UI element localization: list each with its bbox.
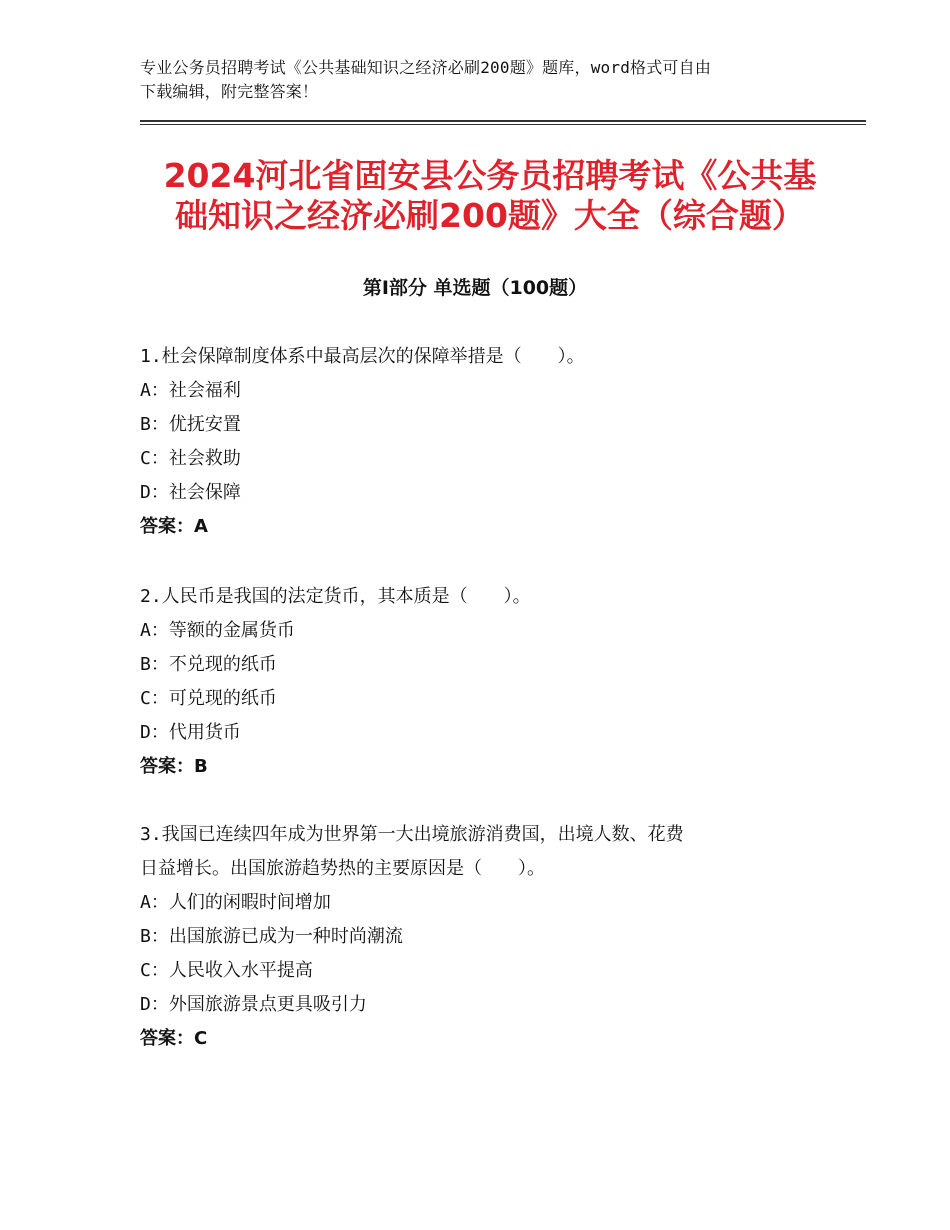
header-note-line-2: 下载编辑，附完整答案！ [140,82,319,101]
header-note [140,56,820,104]
question-stem-line-2: 日益增长。出国旅游趋势热的主要原因是（ ）。 [140,858,545,879]
option-d: D：社会保障 [140,482,241,503]
header-divider-thin [140,124,866,125]
header-divider [140,120,866,126]
header-divider-thick [140,120,866,122]
question-3 [140,818,820,1056]
question-stem: 1.杜会保障制度体系中最高层次的保障举措是（ ）。 [140,346,585,367]
option-c: C：可兑现的纸币 [140,688,277,709]
option-c: C：社会救助 [140,448,241,469]
option-d: D：外国旅游景点更具吸引力 [140,994,367,1015]
answer-label: 答案：B [140,756,208,777]
page-title-line-1: 2024河北省固安县公务员招聘考试《公共基 [163,156,817,195]
page-title [140,156,840,236]
option-a: A：等额的金属货币 [140,620,295,641]
option-b: B：优抚安置 [140,414,241,435]
option-b: B：出国旅游已成为一种时尚潮流 [140,926,403,947]
section-heading: 第Ⅰ部分 单选题（100题） [362,277,588,299]
question-stem: 2.人民币是我国的法定货币，其本质是（ ）。 [140,586,531,607]
option-a: A：人们的闲暇时间增加 [140,892,331,913]
question-1 [140,340,820,544]
option-d: D：代用货币 [140,722,241,743]
option-a: A：社会福利 [140,380,241,401]
answer-label: 答案：C [140,1028,208,1049]
answer-label: 答案：A [140,516,208,537]
question-stem-line-1: 3.我国已连续四年成为世界第一大出境旅游消费国，出境人数、花费 [140,824,684,845]
header-note-line-1: 专业公务员招聘考试《公共基础知识之经济必刷200题》题库，word格式可自由 [140,58,712,77]
option-b: B：不兑现的纸币 [140,654,277,675]
question-2 [140,580,820,784]
page-title-line-2: 础知识之经济必刷200题》大全（综合题） [175,196,805,235]
option-c: C：人民收入水平提高 [140,960,313,981]
